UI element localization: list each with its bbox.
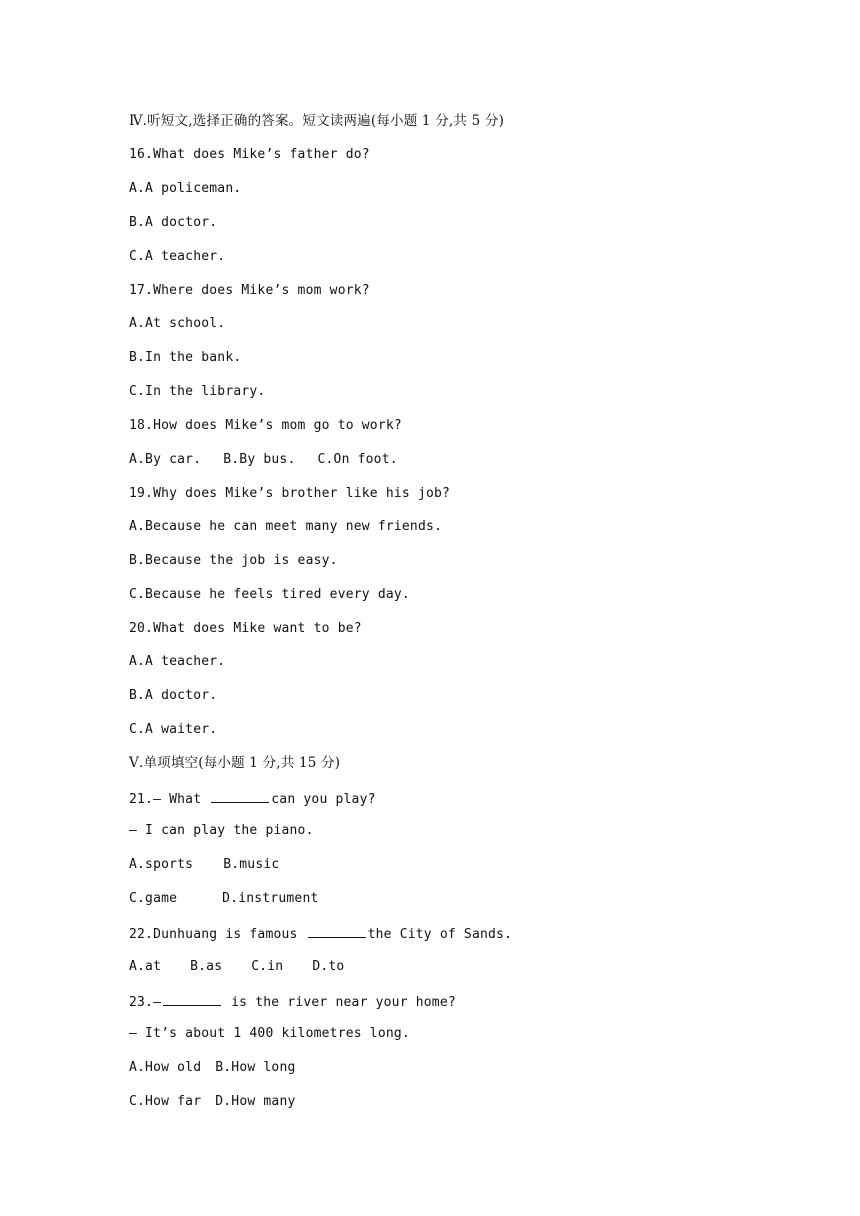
- q16-option-c: C.A teacher.: [129, 249, 226, 264]
- q21-reply: — I can play the piano.: [129, 823, 314, 838]
- q23-option-c: C.How far: [129, 1094, 202, 1109]
- question-21: [129, 789, 376, 809]
- q22-option-b: B.as: [190, 959, 223, 974]
- q19-option-b: B.Because the job is easy.: [129, 553, 338, 568]
- q22-option-c: C.in: [251, 959, 284, 974]
- q18-option-a: A.By car.: [129, 452, 202, 467]
- q23-options-row1: [129, 1059, 296, 1077]
- question-19: 19.Why does Mike’s brother like his job?: [129, 486, 451, 501]
- question-20: 20.What does Mike want to be?: [129, 621, 362, 636]
- q22-option-a: A.at: [129, 959, 162, 974]
- question-17: 17.Where does Mike’s mom work?: [129, 283, 370, 298]
- q17-option-b: B.In the bank.: [129, 350, 242, 365]
- q22-option-d: D.to: [312, 959, 345, 974]
- q23-stem-before: 23.—: [129, 995, 162, 1010]
- q18-option-b: B.By bus.: [223, 452, 296, 467]
- q16-option-a: A.A policeman.: [129, 181, 242, 196]
- q18-options: [129, 451, 398, 469]
- q19-option-c: C.Because he feels tired every day.: [129, 587, 410, 602]
- q23-answer-blank: [163, 992, 221, 1006]
- q23-option-b: B.How long: [215, 1060, 296, 1075]
- q23-option-d: D.How many: [215, 1094, 296, 1109]
- q17-option-a: A.At school.: [129, 316, 226, 331]
- q21-option-d: D.instrument: [222, 891, 319, 906]
- q20-option-c: C.A waiter.: [129, 722, 218, 737]
- q17-option-c: C.In the library.: [129, 384, 266, 399]
- q23-stem-after: is the river near your home?: [223, 995, 456, 1010]
- q18-option-c: C.On foot.: [317, 452, 398, 467]
- q19-option-a: A.Because he can meet many new friends.: [129, 519, 443, 534]
- q16-option-b: B.A doctor.: [129, 215, 218, 230]
- q22-stem-after: the City of Sands.: [367, 927, 513, 942]
- question-22: [129, 924, 512, 944]
- q21-option-a: A.sports: [129, 857, 194, 872]
- q21-answer-blank: [211, 789, 269, 803]
- q21-options-row1: [129, 856, 279, 874]
- q20-option-a: A.A teacher.: [129, 654, 226, 669]
- q20-option-b: B.A doctor.: [129, 688, 218, 703]
- q23-reply: — It’s about 1 400 kilometres long.: [129, 1026, 410, 1041]
- q22-answer-blank: [308, 924, 366, 938]
- q21-option-b: B.music: [223, 857, 280, 872]
- question-18: 18.How does Mike’s mom go to work?: [129, 418, 402, 433]
- q21-options-row2: [129, 890, 319, 908]
- question-23: [129, 992, 456, 1012]
- q23-options-row2: [129, 1093, 296, 1111]
- q21-stem-before: 21.— What: [129, 792, 210, 807]
- section-iv-heading: Ⅳ.听短文,选择正确的答案。短文读两遍(每小题 1 分,共 5 分): [129, 113, 505, 129]
- q22-stem-before: 22.Dunhuang is famous: [129, 927, 306, 942]
- q21-stem-after: can you play?: [271, 792, 376, 807]
- question-16: 16.What does Mike’s father do?: [129, 147, 370, 162]
- q21-option-c: C.game: [129, 891, 178, 906]
- q22-options: [129, 958, 344, 976]
- section-v-heading: Ⅴ.单项填空(每小题 1 分,共 15 分): [129, 755, 341, 771]
- q23-option-a: A.How old: [129, 1060, 202, 1075]
